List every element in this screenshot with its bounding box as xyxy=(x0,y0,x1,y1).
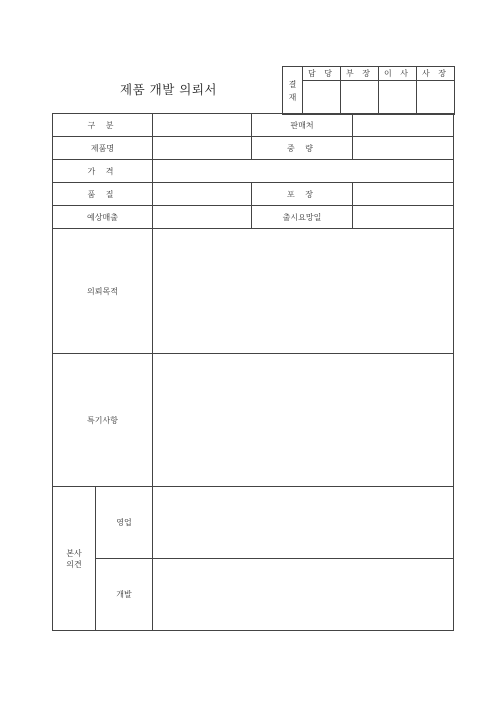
approval-label-line1: 결 xyxy=(288,79,297,89)
quality-label: 품 질 xyxy=(53,183,153,206)
hq-opinion-label-line1: 본사 xyxy=(66,548,82,558)
approval-sign-president[interactable] xyxy=(417,81,455,115)
sales-opinion-value[interactable] xyxy=(153,487,454,559)
expected-sales-value[interactable] xyxy=(153,206,252,229)
expected-sales-label: 예상매출 xyxy=(53,206,153,229)
desired-launch-label: 출시요망일 xyxy=(252,206,353,229)
product-name-value[interactable] xyxy=(153,137,252,160)
approval-sign-manager[interactable] xyxy=(341,81,379,115)
request-purpose-value[interactable] xyxy=(153,229,454,354)
category-label: 구 분 xyxy=(53,114,153,137)
approval-header-manager: 부 장 xyxy=(341,67,379,81)
packaging-label: 포 장 xyxy=(252,183,353,206)
document-title: 제품 개발 의뢰서 xyxy=(120,82,217,97)
seller-value[interactable] xyxy=(353,114,454,137)
approval-sign-director[interactable] xyxy=(379,81,417,115)
special-notes-label: 특기사항 xyxy=(53,354,153,487)
price-value[interactable] xyxy=(153,160,454,183)
weight-value[interactable] xyxy=(353,137,454,160)
category-value[interactable] xyxy=(153,114,252,137)
request-form-table xyxy=(52,113,454,631)
price-label: 가 격 xyxy=(53,160,153,183)
hq-opinion-label xyxy=(53,487,96,631)
approval-label-line2: 재 xyxy=(288,92,297,102)
approval-sign-staff[interactable] xyxy=(303,81,341,115)
approval-label xyxy=(283,67,303,115)
development-opinion-label: 개발 xyxy=(96,559,153,631)
product-name-label: 제품명 xyxy=(53,137,153,160)
approval-header-president: 사 장 xyxy=(417,67,455,81)
development-opinion-value[interactable] xyxy=(153,559,454,631)
special-notes-value[interactable] xyxy=(153,354,454,487)
approval-header-director: 이 사 xyxy=(379,67,417,81)
approval-box xyxy=(282,66,455,115)
hq-opinion-label-line2: 의견 xyxy=(66,559,82,569)
sales-opinion-label: 영업 xyxy=(96,487,153,559)
quality-value[interactable] xyxy=(153,183,252,206)
packaging-value[interactable] xyxy=(353,183,454,206)
weight-label: 중 량 xyxy=(252,137,353,160)
desired-launch-value[interactable] xyxy=(353,206,454,229)
request-purpose-label: 의뢰목적 xyxy=(53,229,153,354)
approval-header-staff: 담 당 xyxy=(303,67,341,81)
seller-label: 판매처 xyxy=(252,114,353,137)
